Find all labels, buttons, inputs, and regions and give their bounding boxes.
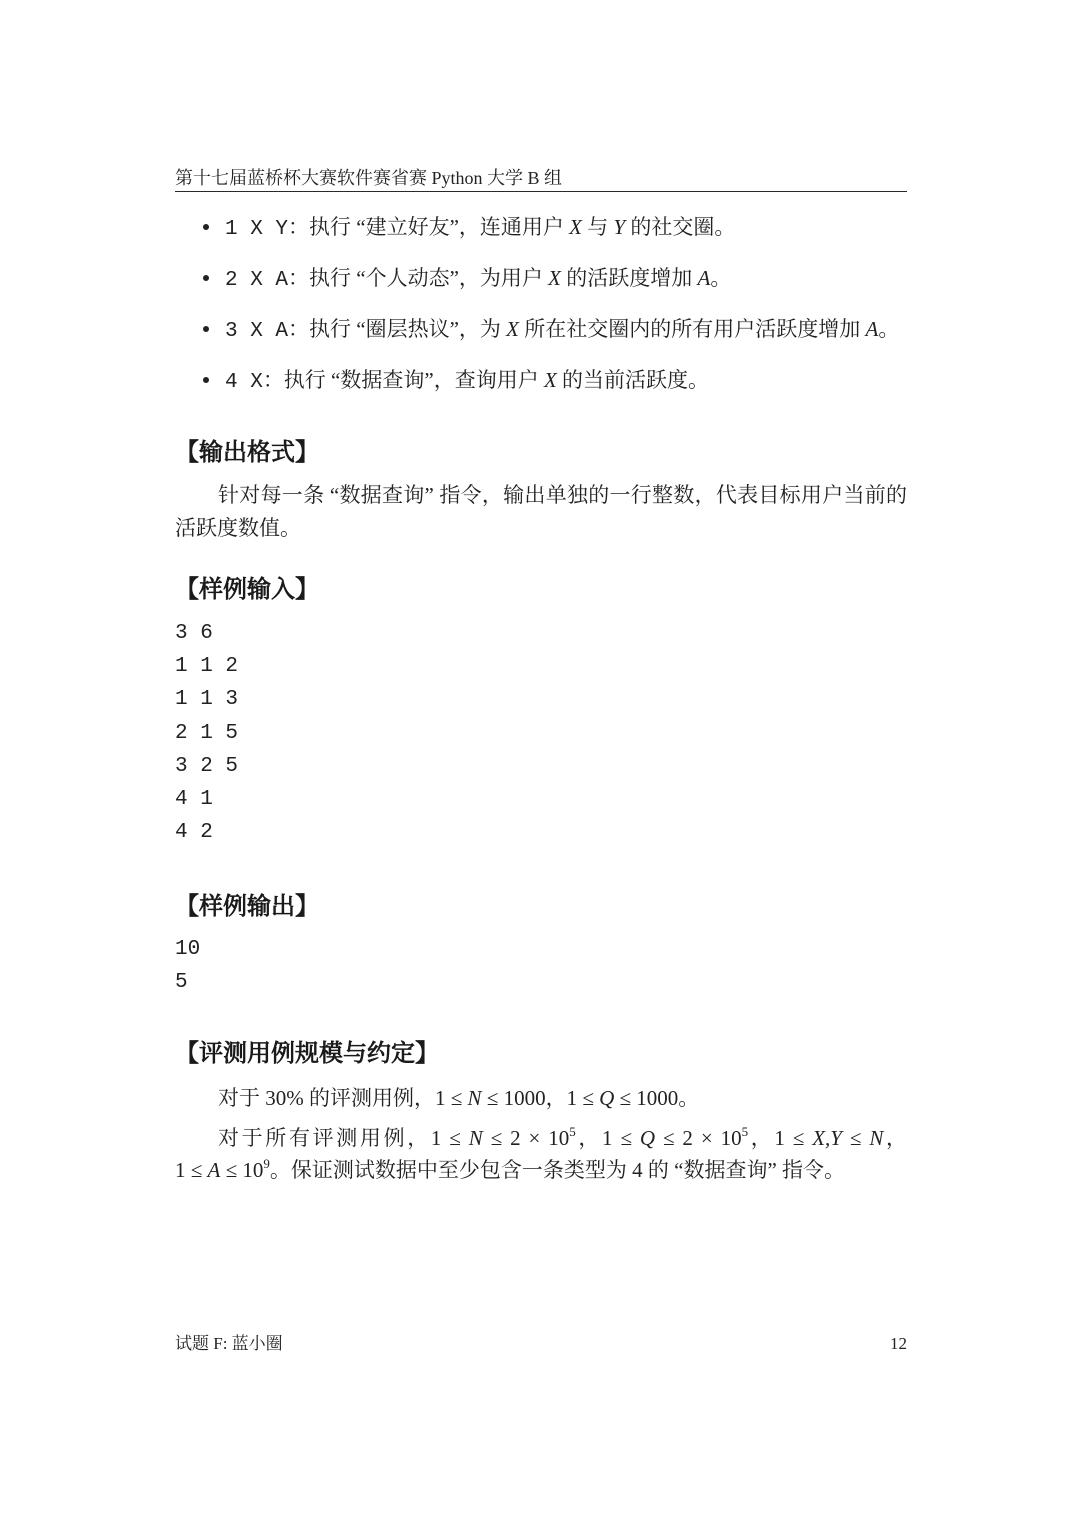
bullet-icon	[203, 275, 209, 281]
body-text: ，	[883, 1126, 908, 1150]
sample-output-line: 5	[175, 971, 188, 994]
section-heading-sample-output: 【样例输出】	[175, 892, 319, 920]
body-text: 1 ≤	[175, 1158, 208, 1182]
constraint-line	[218, 1083, 699, 1113]
math-variable: N	[468, 1126, 483, 1150]
constraint-line	[175, 1155, 845, 1185]
sample-input-line: 4 1	[175, 788, 213, 811]
body-text: 的当前活跃度。	[556, 368, 710, 392]
math-variable: Y	[613, 215, 626, 239]
superscript: 9	[263, 1156, 270, 1171]
math-variable: A	[865, 317, 879, 341]
code-text: 3 X A	[225, 320, 289, 343]
output-format-text-line: 活跃度数值。	[175, 516, 301, 540]
body-text: ：执行 “个人动态”，为用户	[288, 266, 549, 290]
sample-input-line: 1 1 3	[175, 688, 239, 711]
footer-problem-label: 试题 F: 蓝小圈	[175, 1334, 283, 1353]
sample-input-line: 3 6	[175, 622, 213, 645]
code-text: 1 X Y	[225, 218, 289, 241]
bullet-icon	[203, 326, 209, 332]
body-text: 。	[878, 317, 900, 341]
math-variable: X	[543, 368, 557, 392]
body-text: ，1 ≤	[575, 1126, 640, 1150]
body-text: ≤ 1000。	[614, 1086, 700, 1110]
math-variable: X	[506, 317, 519, 341]
body-text: ≤ 1000，1 ≤	[481, 1086, 600, 1110]
bullet-icon	[203, 377, 209, 383]
body-text: 所在社交圈内的所有用户活跃度增加	[519, 317, 866, 341]
section-heading-output-format: 【输出格式】	[175, 438, 319, 466]
body-text: ：执行 “圈层热议”，为	[288, 317, 507, 341]
body-text: ≤ 2 × 10	[655, 1126, 742, 1150]
body-text: 的社交圈。	[625, 215, 736, 239]
header-title: 第十七届蓝桥杯大赛软件赛省赛 Python 大学 B 组	[175, 168, 563, 188]
code-text: 2 X A	[225, 269, 289, 292]
body-text: ，1 ≤	[748, 1126, 813, 1150]
sample-output-line: 10	[175, 938, 201, 961]
footer-page-number: 12	[890, 1334, 907, 1353]
body-text: 。保证测试数据中至少包含一条类型为 4 的 “数据查询” 指令。	[269, 1158, 846, 1182]
code-text: 4 X	[225, 371, 263, 394]
superscript: 5	[569, 1124, 576, 1139]
math-variable: Q	[599, 1086, 615, 1110]
body-text: ：执行 “数据查询”，查询用户	[262, 368, 544, 392]
math-variable: A	[697, 266, 711, 290]
math-variable: X,Y	[812, 1126, 842, 1150]
body-text: 的活跃度增加	[560, 266, 698, 290]
body-text: ≤	[842, 1126, 870, 1150]
superscript: 5	[741, 1124, 749, 1139]
math-variable: N	[869, 1126, 884, 1150]
header-rule	[175, 191, 907, 192]
math-variable: Q	[639, 1126, 656, 1150]
body-text: 对于 30% 的评测用例，1 ≤	[218, 1086, 468, 1110]
sample-input-line: 3 2 5	[175, 755, 239, 778]
constraint-line	[218, 1123, 907, 1153]
section-heading-sample-input: 【样例输入】	[175, 575, 319, 603]
body-text: ≤ 10	[220, 1158, 264, 1182]
sample-input-line: 1 1 2	[175, 655, 239, 678]
body-text: 对于所有评测用例，1 ≤	[218, 1126, 469, 1150]
operation-item-4	[225, 365, 709, 395]
math-variable: X	[569, 215, 582, 239]
operation-item-2	[225, 263, 731, 293]
operation-item-3	[225, 314, 899, 344]
math-variable: X	[548, 266, 561, 290]
math-variable: A	[207, 1158, 221, 1182]
sample-input-line: 4 2	[175, 821, 213, 844]
body-text: ：执行 “建立好友”，连通用户	[288, 215, 570, 239]
bullet-icon	[203, 224, 209, 230]
body-text: 与	[581, 215, 614, 239]
section-heading-constraints: 【评测用例规模与约定】	[175, 1039, 439, 1067]
output-format-text-line: 针对每一条 “数据查询” 指令，输出单独的一行整数，代表目标用户当前的	[218, 483, 907, 507]
operation-item-1	[225, 212, 735, 242]
body-text: ≤ 2 × 10	[482, 1126, 570, 1150]
sample-input-line: 2 1 5	[175, 722, 239, 745]
math-variable: N	[467, 1086, 482, 1110]
body-text: 。	[710, 266, 732, 290]
